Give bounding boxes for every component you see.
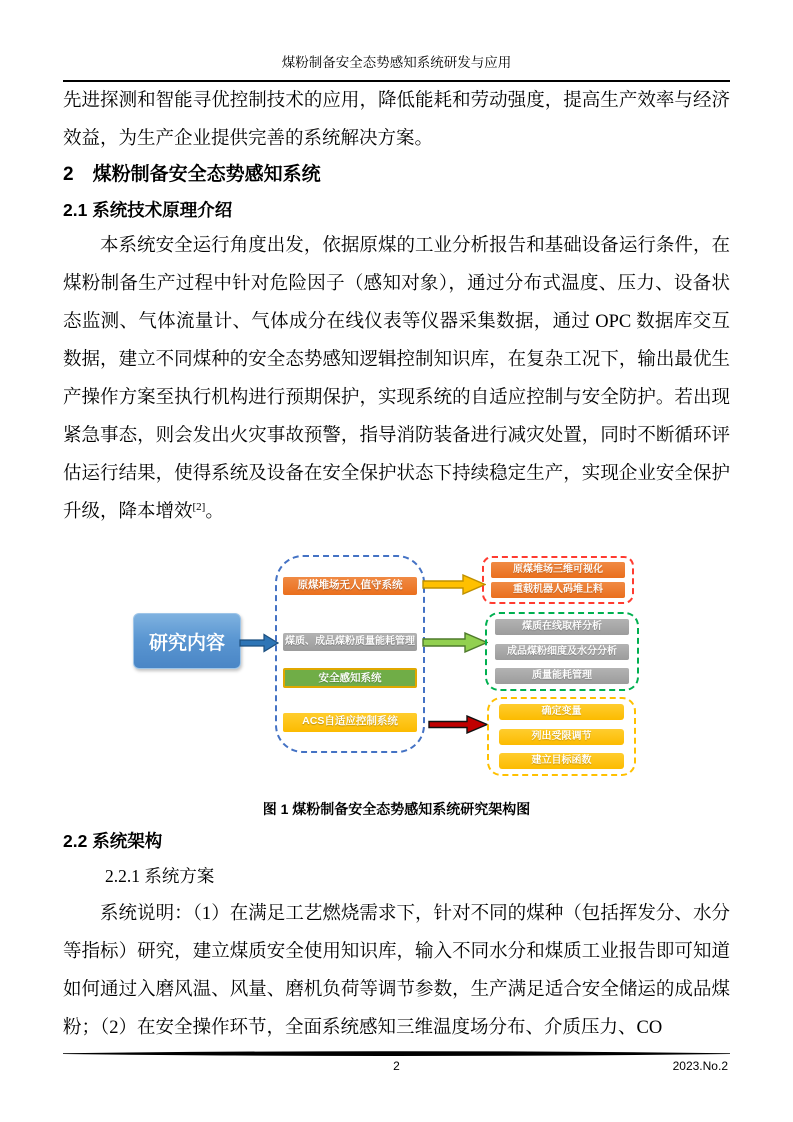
figure-1-diagram [63,548,730,795]
diagram-node-objective-function: 建立目标函数 [499,753,624,769]
arrow-right-yellow-icon [422,574,486,595]
heading-section-2: 2 煤粉制备安全态势感知系统 [63,164,321,185]
diagram-node-quality-energy-mgmt: 质量能耗管理 [495,668,629,684]
diagram-group-quality-outputs [485,612,639,691]
diagram-node-acs-adaptive-control: ACS自适应控制系统 [283,713,417,732]
paragraph-system-principle-period: 。 [205,502,224,522]
diagram-node-3d-visualization: 原煤堆场三维可视化 [491,562,625,578]
page-footer [63,1050,730,1077]
diagram-group-acs-steps [487,697,636,776]
heading-section-2-2: 2.2 系统架构 [63,831,163,851]
issue-label: 2023.No.2 [672,1059,728,1073]
citation-ref-2: [2] [192,500,206,513]
page-number: 2 [393,1059,400,1073]
heading-section-2-2-1: 2.2.1 系统方案 [105,866,215,886]
arrow-right-green-icon [422,632,488,653]
diagram-node-raw-coal-yard-unattended: 原煤堆场无人值守系统 [283,577,417,595]
heading-section-2-1: 2.1 系统技术原理介绍 [63,200,233,220]
arrow-right-red-icon [428,715,488,734]
figure-1 [63,548,730,820]
diagram-group-stockyard-outputs [482,556,634,604]
footer-rule [63,1050,730,1058]
diagram-node-heavy-robot-stacking: 重载机器人码堆上料 [491,582,625,598]
diagram-node-list-constraints: 列出受限调节 [499,729,624,745]
diagram-node-safety-awareness-system: 安全感知系统 [283,668,417,688]
running-header-title: 煤粉制备安全态势感知系统研发与应用 [281,55,512,70]
diagram-node-fineness-moisture-analysis: 成品煤粉细度及水分分析 [495,644,629,660]
paragraph-system-principle-text: 本系统安全运行角度出发，依据原煤的工业分析报告和基础设备运行条件，在煤粉制备生产过程中针对危险因子（感知对象），通过分布式温度、压力、设备状态监测、气体流量计、气体成分在线仪表等仪器采集数据，通过 OPC 数据库交互数据，建立不同煤种的安全态势感知逻辑控制知识库，在复杂工况下，输出最优生产操作方案至执行机构进行预期保护，实现系统的自适应控制与安全防护。若出现紧急事态，则会发出火灾事故预警，指导消防装备进行减灾处置，同时不断循环评估运行结果，使得系统及设备在安全保护状态下持续稳定生产，实现企业安全保护升级，降本增效 [63,236,730,522]
figure-1-caption: 图 1 煤粉制备安全态势感知系统研究架构图 [262,801,531,817]
paragraph-system-description: 系统说明：（1）在满足工艺燃烧需求下，针对不同的煤种（包括挥发分、水分等指标）研究，建立煤质安全使用知识库，输入不同水分和煤质工业报告即可知道如何通过入磨风温、风量、磨机负荷等调节参数，生产满足适合安全储运的成品煤粉；（2）在安全操作环节，全面系统感知三维温度场分布、介质压力、CO [63,904,730,1038]
paragraph-system-principle [63,227,730,531]
diagram-node-online-sampling-analysis: 煤质在线取样分析 [495,619,629,635]
diagram-root-node: 研究内容 [133,613,241,669]
diagram-node-quality-energy-management: 煤质、成品煤粉质量能耗管理 [283,633,417,651]
footer-row [63,1059,730,1077]
diagram-node-define-variables: 确定变量 [499,704,624,720]
arrow-right-blue-icon [239,633,279,653]
paragraph-intro-continuation: 先进探测和智能寻优控制技术的应用，降低能耗和劳动强度，提高生产效率与经济效益，为生产企业提供完善的系统解决方案。 [63,91,730,149]
